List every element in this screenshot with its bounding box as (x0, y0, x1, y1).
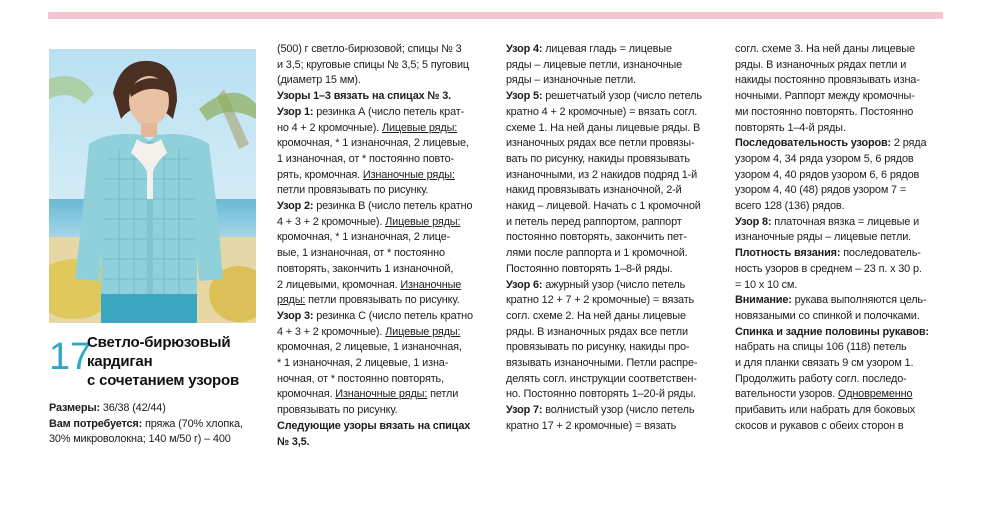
text-run: Одновременно (838, 388, 913, 401)
text-line: провязывать по рисунку, накиды про- (506, 341, 690, 354)
title-text (87, 333, 239, 390)
text-run: Узор 5: (506, 90, 543, 103)
text-line (277, 105, 485, 121)
text-line: кратно 4 + 2 кромочные) = вязать согл. (506, 105, 698, 118)
text-run: Внимание: (735, 294, 792, 307)
text-line (506, 278, 714, 294)
text-line: кромочная, * 1 изнаночная, 2 лице- (277, 231, 451, 244)
text-line: вые, 1 изнаночная, от * постоянно (277, 247, 445, 260)
text-line (277, 419, 485, 450)
text-line (506, 42, 714, 58)
column-3 (506, 42, 714, 435)
text-run: Светло-бирюзовый (87, 334, 231, 351)
text-line: кратно 12 + 7 + 2 кромочные) = вязать (506, 294, 695, 307)
article-title (49, 333, 264, 393)
text-run: Плотность вязания: (735, 247, 841, 260)
text-run: пряжа (70% хлопка, (142, 417, 243, 430)
text-line: прибавить или набрать для боковых (735, 404, 916, 417)
text-line: ряды. В изнаночных рядах все петли (506, 325, 688, 338)
text-run: ряды: (277, 294, 306, 307)
text-line: повторять 1–4-й ряды. (735, 121, 846, 134)
text-run: Узор 2: (277, 200, 314, 213)
text-run: Вам потребуется: (49, 417, 143, 430)
text-line (735, 387, 943, 403)
text-line: накиды постоянно провязывать изна- (735, 74, 920, 87)
text-line (277, 387, 485, 403)
text-line: согл. схеме 3. На ней даны лицевые (735, 43, 915, 55)
text-line (277, 309, 485, 325)
text-line: набрать на спицы 106 (118) петель (735, 341, 907, 354)
text-line: но. Постоянно повторять 1–20-й ряды. (506, 388, 696, 401)
text-run: Размеры: (49, 402, 100, 414)
text-line (49, 417, 257, 433)
text-line: Продолжить работу согл. последо- (735, 372, 907, 385)
text-run: 2 лицевыми, кромочная. (277, 278, 398, 291)
text-line (277, 325, 485, 341)
text-line: ность узоров в среднем – 23 п. x 30 р. (735, 262, 922, 275)
text-run: 30% микроволокна; 140 м/50 г) – 400 (49, 433, 231, 446)
text-run: резинка С (число петель кратно (313, 309, 473, 322)
text-run: петли провязывать по рисунку. (305, 294, 460, 307)
text-line: ночными. Раппорт между кромочны- (735, 90, 915, 103)
text-run: 4 + 3 + 2 кромочные). (277, 215, 383, 228)
text-run: последователь- (840, 247, 921, 260)
text-line (735, 293, 943, 309)
text-line (49, 432, 257, 448)
text-line (277, 215, 485, 231)
text-line (735, 246, 943, 262)
text-line (735, 325, 943, 341)
text-line (277, 168, 485, 184)
text-line (49, 401, 257, 417)
text-line: скосов и рукавов с обеих сторон в (735, 419, 904, 432)
text-line: * 1 изнаночная, 2 лицевые, 1 изна- (277, 357, 449, 370)
text-line: согл. схеме 2. На ней даны лицевые (506, 309, 686, 322)
text-run: но 4 + 2 кромочные). (277, 121, 380, 134)
cardigan-photo (49, 49, 256, 323)
text-line: новязаными со спинкой и полочками. (735, 309, 920, 322)
text-line: петли провязывать по рисунку. (277, 184, 429, 197)
text-line: всего 128 (136) рядов. (735, 200, 845, 213)
top-decor-bar (48, 12, 943, 19)
text-line: кромочная, * 1 изнаночная, 2 лицевые, (277, 137, 469, 150)
text-run: кардиган (87, 353, 153, 370)
text-line: повторять, закончить 1 изнаночной, (277, 262, 454, 275)
text-line: лями после раппорта и 1 кромочной. (506, 247, 688, 260)
text-line (277, 199, 485, 215)
text-run: решетчатый узор (число петель (542, 90, 702, 103)
text-line: ряды – изнаночные петли. (506, 74, 636, 87)
text-run: Лицевые ряды: (385, 215, 461, 228)
text-line: ми постоянно повторять. Постоянно (735, 105, 914, 118)
column-1 (49, 401, 257, 448)
text-line: и для планки связать 9 см узором 1. (735, 357, 914, 370)
text-line: узором 4, 40 (48) рядов узором 7 = (735, 184, 907, 197)
text-line: постоянно повторять, закончить пет- (506, 231, 687, 244)
text-line (277, 293, 485, 309)
text-line: и петель перед раппортом, раппорт (506, 215, 682, 228)
text-line: вать по рисунку, накиды провязывать (506, 152, 690, 165)
text-run: с сочетанием узоров (87, 372, 240, 389)
text-run: Узор 1: (277, 105, 314, 118)
text-line: 1 изнаночная, от * постоянно повто- (277, 152, 454, 165)
text-line: узором 4, 40 рядов узором 6, 6 рядов (735, 168, 920, 181)
text-line: кратно 17 + 2 кромочные) = вязать (506, 419, 677, 432)
column-4 (735, 42, 943, 435)
text-run: резинка В (число петель кратно (313, 200, 473, 213)
text-line: ночная, от * постоянно повторять, (277, 372, 444, 385)
text-line: Постоянно повторять 1–8-й ряды. (506, 262, 673, 275)
text-line: = 10 x 10 см. (735, 278, 798, 291)
text-line: кромочная, 2 лицевые, 1 изнаночная, (277, 341, 462, 354)
text-run: Изнаночные (400, 278, 462, 291)
text-run: Следующие узоры вязать на спицах № 3,5. (277, 419, 471, 448)
text-run: лицевая гладь = лицевые (542, 43, 672, 55)
text-line (735, 136, 943, 152)
text-line (277, 278, 485, 294)
column-2 (277, 42, 485, 450)
text-run: 2 ряда (891, 137, 927, 150)
text-run: Лицевые ряды: (385, 325, 461, 338)
text-line (506, 89, 714, 105)
text-line: (500) г светло-бирюзовой; спицы № 3 (277, 43, 462, 55)
text-line: схеме 1. На ней даны лицевые ряды. В (506, 121, 701, 134)
text-run: 36/38 (42/44) (99, 402, 166, 414)
text-line: вязывать изнаночными. Петли распре- (506, 357, 698, 370)
text-run: Спинка и задние половины рукавов: (735, 325, 929, 338)
text-line: провязывать по рисунку. (277, 404, 398, 417)
text-line: узором 4, 34 ряда узором 5, 6 рядов (735, 152, 914, 165)
text-run: резинка А (число петель крат- (313, 105, 465, 118)
text-line: накид – лицевой. Начать с 1 кромочной (506, 200, 701, 213)
text-run: петли (427, 388, 459, 401)
text-run: ажурный узор (число петель (542, 278, 686, 291)
text-run: Изнаночные ряды: (362, 168, 455, 181)
text-run: волнистый узор (число петель (542, 404, 695, 417)
text-run: Узоры 1–3 вязать на спицах № 3. (277, 90, 452, 103)
text-run: Узор 6: (506, 278, 543, 291)
text-line: ряды – лицевые петли, изнаночные (506, 58, 683, 71)
text-run: платочная вязка = лицевые и (771, 215, 920, 228)
text-line: изнаночных рядах все петли провязы- (506, 137, 695, 150)
text-run: Узор 4: (506, 43, 543, 55)
text-line: делять согл. инструкции соответствен- (506, 372, 697, 385)
text-line: (диаметр 15 мм). (277, 74, 361, 87)
text-run: 4 + 3 + 2 кромочные). (277, 325, 383, 338)
text-line: изнаночными, из 2 накидов подряд 1-й (506, 168, 698, 181)
text-line (277, 121, 485, 137)
text-run: вательности узоров. (735, 388, 836, 401)
text-line (506, 403, 714, 419)
text-line: и 3,5; круговые спицы № 3,5; 5 пуговиц (277, 58, 469, 71)
text-run: Последовательность узоров: (735, 137, 892, 150)
text-line (735, 215, 943, 231)
text-run: Узор 8: (735, 215, 772, 228)
text-run: кромочная. (277, 388, 333, 401)
text-line: накид провязывать изнаночной, 2-й (506, 184, 682, 197)
text-run: Узор 3: (277, 309, 314, 322)
text-line: ряды. В изнаночных рядах петли и (735, 58, 907, 71)
text-line: изнаночные ряды – лицевые петли. (735, 231, 912, 244)
pattern-number: 17 (49, 336, 92, 378)
text-run: рять, кромочная. (277, 168, 360, 181)
text-run: Изнаночные ряды: (335, 388, 428, 401)
text-run: рукава выполняются цель- (791, 294, 927, 307)
text-run: Лицевые ряды: (381, 121, 458, 134)
text-line (277, 89, 485, 105)
text-run: Узор 7: (506, 404, 543, 417)
